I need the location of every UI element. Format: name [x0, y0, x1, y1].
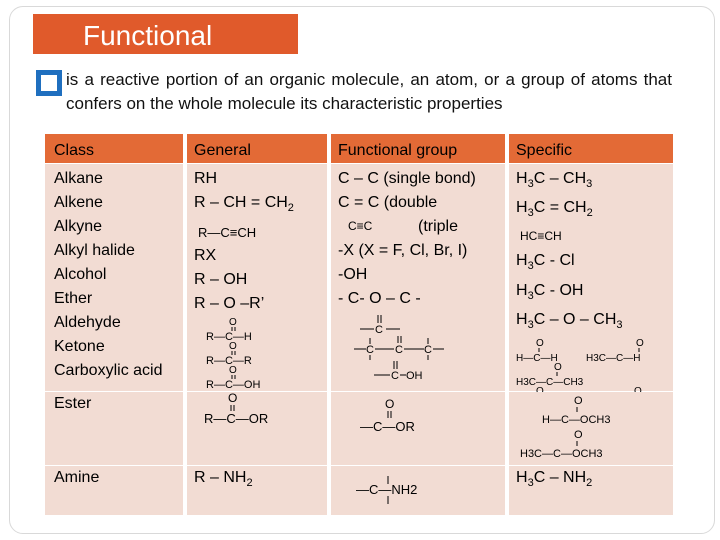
table-row-main [45, 164, 673, 392]
svg-text:R—C—OR: R—C—OR [204, 411, 269, 426]
general-ether: R – O –R’ [194, 295, 265, 313]
svg-text:H3C—C—H: H3C—C—H [586, 352, 641, 364]
specific-alkyne [516, 225, 673, 249]
ester-specific-structure [516, 394, 676, 464]
specific-halide: $H_3C$ - Cl [516, 252, 575, 273]
table-row-ester [45, 392, 673, 466]
specific-aldehyde [516, 337, 673, 364]
group-aldehyde-carbonyl [338, 311, 507, 335]
general-carboxylic-acid [194, 364, 329, 392]
group-amine [329, 466, 507, 515]
header-general: General [194, 142, 251, 159]
svg-text:O: O [574, 429, 583, 441]
aldehyde-specific-structure [516, 337, 676, 363]
general-aldehyde [194, 316, 329, 344]
general-ketone [194, 340, 329, 368]
class-aldehyde: Aldehyde [54, 314, 121, 331]
alkyne-general-structure [194, 220, 304, 244]
svg-text:H3C—C—OCH3: H3C—C—OCH3 [520, 448, 603, 460]
alkyne-group-structure [338, 215, 398, 237]
header-functional-group: Functional group [338, 142, 458, 159]
table-row-amine [45, 466, 673, 516]
acid-general-structure [194, 364, 314, 390]
general-amine: R – $NH_2$ [194, 469, 253, 490]
svg-text:C: C [424, 344, 432, 356]
svg-text:C: C [366, 344, 374, 356]
class-ketone: Ketone [54, 338, 105, 355]
svg-text:O: O [229, 317, 237, 329]
class-amine: Amine [54, 469, 100, 486]
general-alcohol: R – OH [194, 271, 248, 289]
specific-ester [507, 392, 673, 465]
general-alkyne [194, 220, 329, 244]
group-alcohol: -OH [338, 266, 368, 283]
bullet-square-icon [36, 70, 62, 96]
svg-text:H3C—C—CH3: H3C—C—CH3 [516, 376, 584, 388]
class-column [45, 164, 185, 391]
slide-title-text: Functional [83, 20, 213, 51]
ester-general-structure [194, 392, 324, 432]
general-alkane: RH [194, 170, 218, 187]
table-header-row [45, 134, 673, 164]
header-specific: Specific [516, 142, 573, 159]
group-carboxylic-acid [338, 359, 507, 383]
specific-column [507, 164, 673, 391]
general-alkene: R – CH = $CH_2$ [194, 194, 294, 215]
specific-alkene: $H_3C = CH_2$ [516, 199, 593, 220]
acid-group-structure [338, 359, 458, 385]
specific-alcohol: $H_3C$ - OH [516, 281, 584, 302]
general-halide: RX [194, 247, 217, 265]
class-carboxylic-acid: Carboxylic acid [54, 362, 163, 379]
header-class: Class [54, 142, 95, 159]
svg-text:C: C [375, 324, 383, 336]
svg-text:C≡C: C≡C [348, 219, 373, 233]
group-alkene: C = C (double [338, 194, 438, 211]
svg-text:C: C [395, 344, 403, 356]
group-alkyne: C≡C (triple [338, 215, 507, 239]
svg-text:O: O [574, 395, 583, 407]
svg-text:HC≡CH: HC≡CH [520, 229, 562, 244]
svg-text:R—C—OH: R—C—OH [206, 379, 261, 392]
class-alkyne: Alkyne [54, 218, 103, 235]
alkyne-specific-structure [516, 225, 596, 247]
group-ester [329, 392, 507, 465]
svg-text:O: O [536, 337, 544, 349]
svg-text:O: O [229, 365, 237, 377]
specific-amine: $H_3C - NH_2$ [516, 469, 593, 490]
svg-text:R—C—H: R—C—H [206, 331, 252, 344]
svg-text:R—C—R: R—C—R [206, 355, 252, 368]
group-halide: -X (X = F, Cl, Br, I) [338, 242, 468, 259]
functional-group-column [329, 164, 507, 391]
svg-text:O: O [554, 361, 562, 373]
class-ether: Ether [54, 290, 93, 307]
aldehyde-general-structure [194, 316, 314, 342]
group-ketone [338, 335, 507, 359]
group-alkane: C – C (single bond) [338, 170, 476, 187]
general-ester [185, 392, 329, 465]
general-column [185, 164, 329, 391]
class-alkyl-halide: Alkyl halide [54, 242, 135, 259]
svg-text:O: O [636, 337, 644, 349]
class-alkene: Alkene [54, 194, 103, 211]
class-alkane: Alkane [54, 170, 103, 187]
svg-text:—C—OR: —C—OR [360, 419, 415, 434]
svg-text:R—C≡CH: R—C≡CH [198, 225, 257, 241]
svg-text:H—C—H: H—C—H [516, 352, 558, 364]
ketone-group-structure [338, 335, 468, 361]
intro-paragraph: is a reactive portion of an organic molecule, an atom, or a group of atoms that confers on the whole molecule its characteristic properties [66, 70, 672, 113]
ester-group-structure [338, 396, 468, 440]
carbonyl-group-structure [338, 311, 438, 337]
ketone-general-structure [194, 340, 314, 366]
specific-ether: $H_3C$ – O – $CH_3$ [516, 310, 623, 331]
svg-text:O: O [385, 397, 395, 411]
svg-text:OH: OH [406, 370, 423, 382]
class-ester: Ester [54, 395, 92, 412]
class-alcohol: Alcohol [54, 266, 107, 283]
specific-ketone [516, 361, 673, 388]
ketone-specific-structure [516, 361, 676, 387]
svg-text:H—C—OCH3: H—C—OCH3 [542, 414, 611, 426]
svg-text:—C—NH2: —C—NH2 [356, 482, 418, 497]
svg-text:O: O [228, 391, 238, 405]
specific-alkane: $H_3C - CH_3$ [516, 170, 593, 191]
svg-text:O: O [229, 341, 237, 353]
group-ether: - C- O – C - [338, 290, 421, 307]
slide-title [33, 14, 298, 54]
svg-text:C: C [391, 370, 399, 382]
amine-group-structure [338, 470, 468, 510]
functional-groups-table [45, 134, 673, 516]
